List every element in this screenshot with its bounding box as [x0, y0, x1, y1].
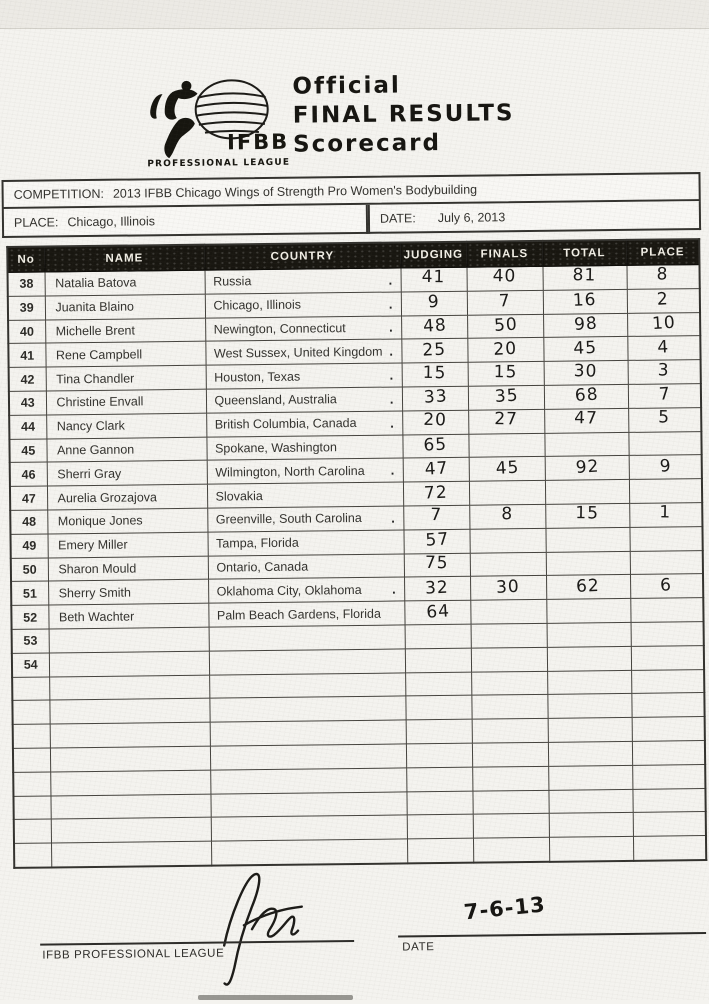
- cell-finals: [471, 671, 547, 696]
- cell-judging: [405, 624, 471, 649]
- cell-judging: [402, 362, 468, 387]
- cell-country: [207, 482, 403, 508]
- cell-no: 39: [8, 296, 45, 320]
- footer-date-label: DATE: [402, 941, 435, 954]
- cell-total: [544, 408, 628, 433]
- cell-no: [13, 772, 50, 796]
- total-handwritten-score: 15: [575, 503, 600, 524]
- col-header-no: No: [7, 247, 44, 273]
- finals-handwritten-score: 30: [495, 576, 521, 598]
- cell-judging: [403, 505, 469, 530]
- cell-name: Tina Chandler: [46, 365, 206, 391]
- country-text: Oklahoma City, Oklahoma: [216, 582, 362, 599]
- cell-name: Anne Gannon: [46, 437, 206, 463]
- cell-place: [626, 265, 699, 290]
- cell-judging: [403, 458, 469, 483]
- place-box: [2, 205, 368, 238]
- signature-scribble: [193, 866, 314, 992]
- cell-country: [209, 672, 405, 698]
- total-handwritten-score: 92: [575, 456, 601, 478]
- finals-handwritten-score: 35: [494, 385, 520, 408]
- cell-total: [543, 313, 627, 338]
- cell-place: [629, 503, 702, 528]
- judging-handwritten-score: 20: [423, 410, 448, 431]
- cell-name: Juanita Blaino: [45, 294, 205, 320]
- place-handwritten-score: 7: [658, 384, 672, 406]
- cell-no: [12, 677, 49, 701]
- cell-judging: [403, 529, 469, 554]
- cell-finals: [468, 433, 544, 458]
- cell-name: [51, 841, 211, 867]
- cell-name: Nancy Clark: [46, 413, 206, 439]
- cell-place: [633, 836, 706, 861]
- cell-finals: [468, 362, 544, 387]
- finalist-dot-marker: .: [388, 272, 393, 288]
- place-handwritten-score: 4: [657, 337, 671, 358]
- cell-country: [207, 506, 403, 532]
- finals-handwritten-score: 50: [493, 314, 519, 336]
- cell-finals: [467, 338, 543, 363]
- cell-name: [50, 770, 210, 796]
- cell-no: [13, 724, 50, 748]
- cell-name: [49, 627, 209, 653]
- scan-bottom-artifact: [198, 995, 353, 1000]
- cell-country: [205, 339, 401, 365]
- cell-judging: [406, 719, 472, 744]
- country-text: Queensland, Australia: [214, 392, 337, 408]
- cell-name: [49, 675, 209, 701]
- cell-total: [543, 289, 627, 314]
- finals-handwritten-score: 40: [492, 266, 517, 287]
- cell-name: Sherry Smith: [48, 580, 208, 606]
- cell-name: Emery Miller: [47, 532, 207, 558]
- country-text: British Columbia, Canada: [214, 416, 357, 432]
- cell-finals: [470, 552, 546, 577]
- cell-no: 44: [9, 415, 46, 439]
- cell-place: [630, 550, 703, 575]
- finalist-dot-marker: .: [389, 343, 394, 359]
- cell-total: [546, 551, 630, 576]
- place-handwritten-score: 10: [651, 312, 677, 335]
- cell-country: [208, 577, 404, 603]
- judging-handwritten-score: 47: [424, 458, 450, 480]
- country-text: Slovakia: [215, 488, 263, 504]
- finals-handwritten-score: 8: [501, 504, 514, 525]
- cell-name: [49, 651, 209, 677]
- cell-total: [548, 718, 632, 743]
- country-text: Chicago, Illinois: [213, 297, 302, 313]
- cell-total: [545, 456, 629, 481]
- cell-no: 40: [8, 320, 45, 344]
- cell-country: [206, 363, 402, 389]
- place-handwritten-score: 6: [659, 574, 673, 596]
- finalist-dot-marker: .: [391, 510, 395, 526]
- cell-finals: [469, 457, 545, 482]
- judging-handwritten-score: 7: [430, 505, 443, 526]
- cell-judging: [405, 648, 471, 673]
- cell-name: [49, 699, 209, 725]
- place-handwritten-score: 9: [659, 455, 673, 477]
- cell-name: [50, 794, 210, 820]
- cell-place: [632, 788, 705, 813]
- cell-judging: [405, 696, 471, 721]
- cell-place: [631, 622, 704, 647]
- total-handwritten-score: 47: [574, 408, 599, 429]
- cell-country: [209, 696, 405, 722]
- cell-total: [546, 599, 630, 624]
- cell-judging: [402, 410, 468, 435]
- cell-finals: [469, 528, 545, 553]
- cell-no: [14, 843, 51, 868]
- cell-judging: [401, 315, 467, 340]
- cell-country: [208, 601, 404, 627]
- cell-place: [632, 740, 705, 765]
- finalist-dot-marker: .: [388, 320, 393, 336]
- document-title: [292, 70, 515, 160]
- cell-country: [209, 625, 405, 651]
- judging-handwritten-score: 9: [427, 292, 441, 313]
- ifbb-professional-league-logo: [134, 73, 295, 175]
- cell-name: Aurelia Grozajova: [47, 484, 207, 510]
- cell-place: [627, 288, 700, 313]
- cell-finals: [468, 385, 544, 410]
- date-box: [368, 201, 701, 234]
- cell-no: 45: [9, 439, 46, 463]
- country-text: West Sussex, United Kingdom: [213, 344, 383, 361]
- cell-country: [208, 554, 404, 580]
- cell-name: Christine Envall: [46, 389, 206, 415]
- cell-no: 53: [12, 629, 49, 653]
- cell-place: [631, 645, 704, 670]
- finalist-dot-marker: .: [391, 581, 396, 597]
- cell-no: 54: [12, 653, 49, 677]
- cell-name: [50, 722, 210, 748]
- cell-finals: [467, 266, 543, 291]
- cell-finals: [470, 576, 546, 601]
- cell-judging: [403, 481, 469, 506]
- cell-no: [12, 700, 49, 724]
- cell-total: [547, 694, 631, 719]
- col-header-name: NAME: [44, 245, 204, 272]
- cell-no: 48: [10, 510, 47, 534]
- cell-name: Michelle Brent: [45, 318, 205, 344]
- logo-subtitle: PROFESSIONAL LEAGUE: [147, 157, 291, 170]
- date-label: DATE:: [379, 210, 416, 226]
- cell-place: [633, 812, 706, 837]
- country-text: Houston, Texas: [214, 369, 301, 385]
- cell-place: [628, 431, 701, 456]
- cell-judging: [405, 672, 471, 697]
- country-text: Newington, Connecticut: [213, 321, 346, 337]
- handwritten-date: 7-6-13: [462, 892, 547, 925]
- cell-finals: [471, 695, 547, 720]
- cell-total: [547, 670, 631, 695]
- cell-name: Rene Campbell: [45, 342, 205, 368]
- cell-name: Natalia Batova: [45, 270, 205, 296]
- total-handwritten-score: 45: [573, 337, 598, 359]
- place-handwritten-score: 1: [659, 502, 672, 523]
- cell-place: [627, 336, 700, 361]
- cell-finals: [470, 599, 546, 624]
- title-line-final-results: FINAL RESULTS: [292, 100, 515, 129]
- cell-place: [628, 360, 701, 385]
- cell-country: [206, 435, 402, 461]
- competition-meta: [1, 172, 700, 230]
- results-table: [6, 238, 707, 869]
- cell-judging: [406, 743, 472, 768]
- cell-judging: [406, 767, 472, 792]
- cell-total: [547, 646, 631, 671]
- cell-no: [13, 796, 50, 820]
- cell-finals: [472, 766, 548, 791]
- cell-place: [630, 574, 703, 599]
- cell-name: Monique Jones: [47, 508, 207, 534]
- col-header-judging: JUDGING: [400, 242, 466, 268]
- cell-no: [13, 748, 50, 772]
- cell-judging: [402, 386, 468, 411]
- cell-total: [545, 503, 629, 528]
- finalist-dot-marker: .: [390, 415, 394, 431]
- cell-place: [632, 717, 705, 742]
- cell-judging: [401, 267, 467, 292]
- title-line-scorecard: Scorecard: [292, 130, 442, 158]
- finalist-dot-marker: .: [389, 367, 394, 383]
- place-handwritten-score: 5: [658, 407, 671, 428]
- cell-finals: [473, 837, 549, 862]
- logo-acronym: IFBB: [226, 129, 290, 155]
- cell-name: [51, 817, 211, 843]
- cell-judging: [407, 838, 473, 863]
- cell-country: [205, 316, 401, 342]
- cell-country: [207, 530, 403, 556]
- cell-total: [542, 265, 626, 290]
- country-text: Palm Beach Gardens, Florida: [216, 606, 381, 623]
- cell-total: [545, 527, 629, 552]
- col-header-total: TOTAL: [542, 240, 626, 266]
- cell-total: [546, 575, 630, 600]
- place-value: Chicago, Illinois: [67, 213, 156, 229]
- finals-handwritten-score: 45: [495, 457, 521, 479]
- cell-country: [206, 411, 402, 437]
- cell-place: [628, 407, 701, 432]
- cell-country: [210, 768, 406, 794]
- cell-total: [548, 789, 632, 814]
- cell-country: [205, 268, 401, 294]
- cell-country: [211, 815, 407, 841]
- judging-handwritten-score: 41: [421, 267, 446, 288]
- place-handwritten-score: 2: [656, 289, 670, 310]
- cell-country: [211, 839, 407, 866]
- cell-finals: [471, 623, 547, 648]
- cell-judging: [406, 791, 472, 816]
- country-text: Ontario, Canada: [216, 559, 309, 575]
- cell-no: [14, 819, 51, 843]
- cell-no: 41: [8, 343, 45, 367]
- cell-name: Beth Wachter: [48, 603, 208, 629]
- cell-no: 47: [10, 486, 47, 510]
- cell-finals: [467, 314, 543, 339]
- cell-country: [210, 720, 406, 746]
- footer-date-line: [398, 932, 706, 937]
- cell-judging: [402, 434, 468, 459]
- total-handwritten-score: 68: [574, 384, 600, 407]
- cell-judging: [401, 339, 467, 364]
- cell-judging: [404, 553, 470, 578]
- judging-handwritten-score: 64: [425, 600, 451, 623]
- judging-handwritten-score: 48: [422, 315, 448, 337]
- cell-total: [548, 741, 632, 766]
- cell-total: [544, 361, 628, 386]
- col-header-place: PLACE: [626, 239, 699, 265]
- country-text: Spokane, Washington: [214, 440, 337, 456]
- judging-handwritten-score: 32: [424, 577, 450, 599]
- cell-total: [547, 622, 631, 647]
- total-handwritten-score: 16: [572, 290, 598, 312]
- cell-country: [206, 387, 402, 413]
- cell-finals: [468, 409, 544, 434]
- finalist-dot-marker: .: [388, 296, 393, 312]
- cell-total: [544, 384, 628, 409]
- finals-handwritten-score: 20: [493, 338, 518, 360]
- cell-country: [210, 744, 406, 770]
- cell-place: [630, 598, 703, 623]
- finalist-dot-marker: .: [389, 391, 394, 407]
- cell-no: 46: [10, 462, 47, 486]
- cell-name: Sherri Gray: [47, 461, 207, 487]
- cell-place: [629, 526, 702, 551]
- cell-no: 50: [11, 558, 48, 582]
- col-header-country: COUNTRY: [204, 242, 400, 270]
- cell-name: Sharon Mould: [48, 556, 208, 582]
- cell-place: [628, 384, 701, 409]
- signature-line-label: IFBB PROFESSIONAL LEAGUE: [42, 947, 225, 962]
- cell-total: [548, 765, 632, 790]
- judging-handwritten-score: 25: [422, 339, 447, 361]
- cell-place: [629, 455, 702, 480]
- place-handwritten-score: 8: [656, 264, 669, 285]
- cell-no: 52: [11, 605, 48, 629]
- finals-handwritten-score: 15: [493, 361, 518, 383]
- cell-total: [543, 337, 627, 362]
- cell-no: 42: [9, 367, 46, 391]
- cell-finals: [469, 504, 545, 529]
- cell-total: [544, 432, 628, 457]
- cell-no: 43: [9, 391, 46, 415]
- results-table-body: [8, 265, 707, 868]
- date-value: July 6, 2013: [437, 209, 506, 225]
- cell-finals: [467, 290, 543, 315]
- cell-country: [209, 649, 405, 675]
- cell-finals: [472, 742, 548, 767]
- cell-total: [549, 836, 633, 861]
- cell-total: [545, 480, 629, 505]
- cell-place: [631, 669, 704, 694]
- country-text: Wilmington, North Carolina: [215, 463, 365, 480]
- country-text: Greenville, South Carolina: [215, 511, 362, 527]
- judging-handwritten-score: 57: [425, 529, 450, 551]
- cell-finals: [469, 481, 545, 506]
- finalist-dot-marker: .: [390, 462, 395, 478]
- total-handwritten-score: 98: [573, 313, 599, 336]
- cell-country: [205, 292, 401, 318]
- title-line-official: Official: [292, 72, 401, 100]
- col-header-finals: FINALS: [466, 241, 542, 267]
- cell-no: 38: [8, 272, 45, 296]
- cell-total: [549, 813, 633, 838]
- place-handwritten-score: 3: [657, 359, 671, 381]
- cell-country: [210, 791, 406, 817]
- judging-handwritten-score: 15: [422, 362, 447, 383]
- cell-finals: [471, 647, 547, 672]
- cell-no: 51: [11, 581, 48, 605]
- competition-value: 2013 IFBB Chicago Wings of Strength Pro Women's Bodybuilding: [112, 182, 478, 201]
- cell-no: 49: [11, 534, 48, 558]
- cell-country: [207, 458, 403, 484]
- competition-label: COMPETITION:: [13, 186, 104, 202]
- cell-place: [631, 693, 704, 718]
- total-handwritten-score: 62: [575, 575, 601, 597]
- cell-place: [629, 479, 702, 504]
- finals-handwritten-score: 27: [494, 409, 519, 430]
- cell-finals: [472, 718, 548, 743]
- finals-handwritten-score: 7: [498, 291, 512, 312]
- total-handwritten-score: 81: [572, 265, 597, 286]
- cell-name: [50, 746, 210, 772]
- total-handwritten-score: 30: [573, 360, 598, 382]
- cell-judging: [401, 291, 467, 316]
- country-text: Russia: [213, 274, 252, 289]
- judging-handwritten-score: 72: [423, 482, 449, 504]
- bodybuilder-silhouette-icon: [150, 81, 198, 159]
- cell-judging: [404, 600, 470, 625]
- cell-judging: [404, 577, 470, 602]
- cell-place: [632, 764, 705, 789]
- judging-handwritten-score: 33: [423, 386, 449, 409]
- judging-handwritten-score: 65: [423, 434, 448, 456]
- cell-judging: [407, 815, 473, 840]
- cell-place: [627, 312, 700, 337]
- cell-finals: [472, 790, 548, 815]
- cell-finals: [473, 814, 549, 839]
- country-text: Tampa, Florida: [216, 535, 299, 551]
- judging-handwritten-score: 75: [424, 552, 449, 574]
- place-label: PLACE:: [13, 214, 59, 230]
